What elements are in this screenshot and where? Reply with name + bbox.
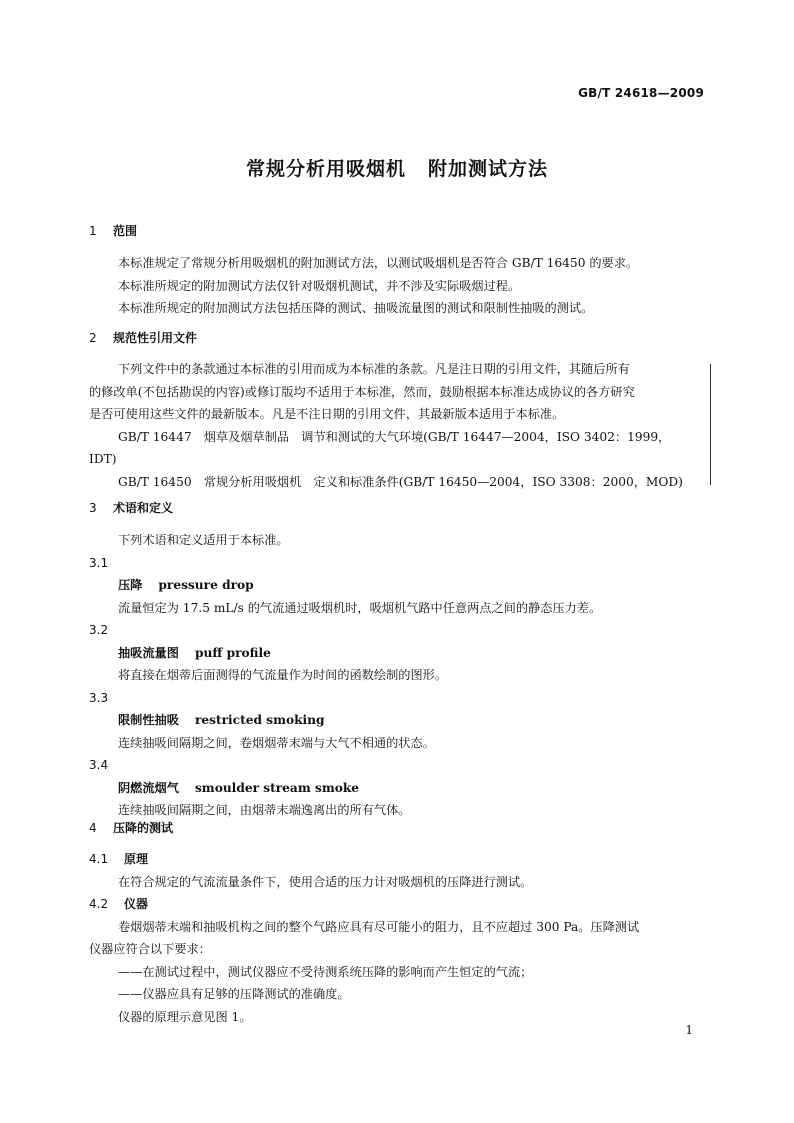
paragraph-line: 下列文件中的条款通过本标准的引用而成为本标准的条款。凡是注日期的引用文件，其随后所有 — [118, 362, 630, 376]
subsection-heading: 4.1 原理 — [89, 852, 149, 866]
section-4-body — [89, 848, 709, 1028]
title-part-2: 附加测试方法 — [428, 158, 549, 180]
paragraph: 仪器的原理示意见图 1。 — [118, 1009, 252, 1024]
term-title: 阴燃流烟气 smoulder stream smoke — [118, 780, 360, 795]
term-title: 限制性抽吸 restricted smoking — [118, 713, 325, 727]
paragraph-line: 仪器应符合以下要求： — [89, 942, 211, 956]
section-heading: 3 术语和定义 — [89, 501, 174, 515]
term-number: 3.1 — [89, 555, 109, 570]
paragraph-line: 是否可使用这些文件的最新版本。凡是不注日期的引用文件，其最新版本适用于本标准。 — [89, 407, 565, 421]
section-heading: 2 规范性引用文件 — [89, 331, 198, 345]
paragraph: 本标准规定了常规分析用吸烟机的附加测试方法，以测试吸烟机是否符合 GB/T 16450 的要求。 — [118, 256, 639, 270]
section-heading: 4 压降的测试 — [89, 821, 174, 835]
paragraph-line: 卷烟烟蒂末端和抽吸机构之间的整个气路应具有尽可能小的阻力，且不应超过 300 Pa。压降测试 — [118, 919, 640, 934]
term-title: 压降 pressure drop — [118, 578, 254, 592]
title-part-1: 常规分析用吸烟机 — [245, 158, 406, 180]
paragraph: 下列术语和定义适用于本标准。 — [118, 533, 289, 547]
page-number: 1 — [685, 1023, 693, 1037]
term-definition: 流量恒定为 17.5 mL/s 的气流通过吸烟机时，吸烟机气路中任意两点之间的静态压力差。 — [118, 600, 602, 615]
change-bar — [710, 364, 711, 485]
paragraph: 本标准所规定的附加测试方法包括压降的测试、抽吸流量图的测试和限制性抽吸的测试。 — [118, 301, 594, 315]
standard-number: GB/T 24618—2009 — [578, 86, 704, 100]
paragraph: 在符合规定的气流流量条件下，使用合适的压力计对吸烟机的压降进行测试。 — [118, 874, 533, 889]
section-3 — [89, 497, 709, 520]
term-definition: 将直接在烟蒂后面测得的气流量作为时间的函数绘制的图形。 — [118, 668, 448, 682]
section-3-body — [89, 529, 709, 822]
section-1 — [89, 220, 709, 243]
term-definition: 连续抽吸间隔期之间，由烟蒂末端逸离出的所有气体。 — [118, 803, 411, 817]
section-heading: 1 范围 — [89, 224, 138, 238]
section-2 — [89, 327, 709, 350]
list-item: ——仪器应具有足够的压降测试的准确度。 — [118, 987, 350, 1001]
list-item: ——在测试过程中，测试仪器应不受待测系统压降的影响而产生恒定的气流； — [118, 964, 533, 979]
document-title — [0, 154, 794, 181]
subsection-heading: 4.2 仪器 — [89, 897, 149, 911]
term-definition: 连续抽吸间隔期之间，卷烟烟蒂末端与大气不相通的状态。 — [118, 735, 435, 750]
section-1-body — [89, 252, 709, 320]
reference-line: GB/T 16450 常规分析用吸烟机 定义和标准条件(GB/T 16450—2004，ISO 3308：2000，MOD) — [118, 474, 683, 489]
reference-line: IDT) — [89, 452, 117, 466]
paragraph-line: 的修改单(不包括勘误的内容)或修订版均不适用于本标准，然而，鼓励根据本标准达成协议的各方研究 — [89, 384, 635, 399]
term-number: 3.3 — [89, 690, 109, 705]
section-4 — [89, 817, 709, 840]
paragraph: 本标准所规定的附加测试方法仅针对吸烟机测试，并不涉及实际吸烟过程。 — [118, 278, 521, 293]
term-title: 抽吸流量图 puff profile — [118, 645, 271, 660]
term-number: 3.2 — [89, 623, 109, 637]
section-2-body — [89, 358, 709, 493]
reference-line: GB/T 16447 烟草及烟草制品 调节和测试的大气环境(GB/T 16447—2004，ISO 3402：1999， — [118, 429, 671, 444]
term-number: 3.4 — [89, 758, 109, 772]
